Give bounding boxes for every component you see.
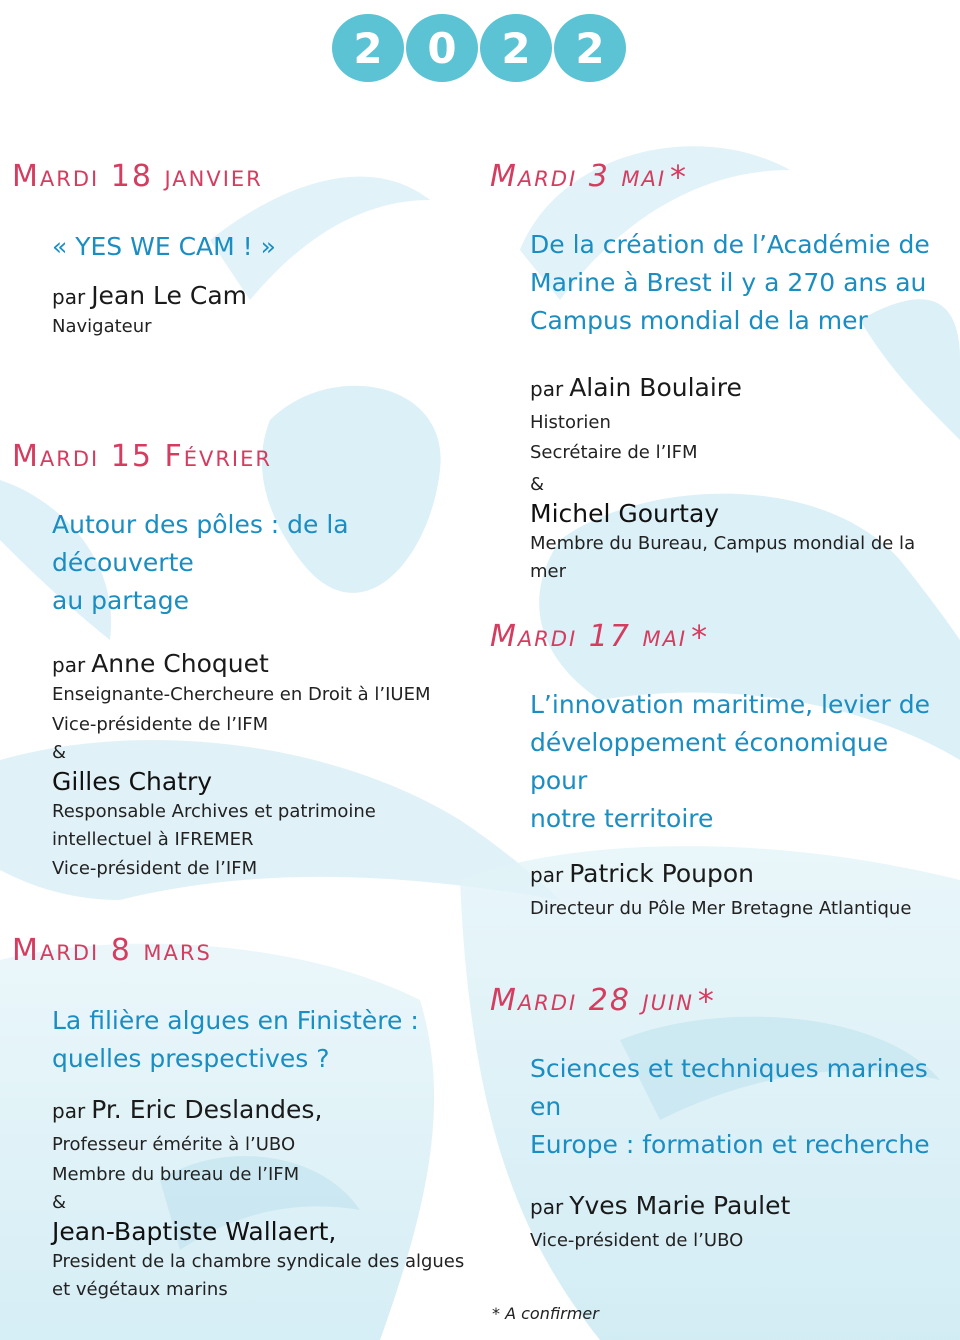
- event-date: Mardi 28 juin *: [490, 982, 716, 1020]
- speaker2-role: et végétaux marins: [52, 1279, 228, 1300]
- speaker2-role: President de la chambre syndicale des algues: [52, 1251, 465, 1272]
- par-label: par: [530, 1195, 564, 1219]
- year-digit: 2: [480, 14, 552, 82]
- speaker-name: Pr. Eric Deslandes: [91, 1095, 315, 1124]
- event-title: « YES WE CAM ! »: [52, 232, 276, 261]
- speaker-line: [530, 1190, 950, 1222]
- speaker-line: [530, 372, 950, 404]
- speaker-line: [530, 858, 950, 890]
- event-date: Mardi 17 mai *: [490, 618, 710, 656]
- speaker2-name: Jean-Baptiste Wallaert,: [52, 1217, 337, 1246]
- speaker-line: [52, 1094, 472, 1126]
- year-digit: 2: [332, 14, 404, 82]
- par-label: par: [530, 863, 564, 887]
- speaker-role: Directeur du Pôle Mer Bretagne Atlantique: [530, 898, 912, 919]
- speaker-role: Vice-président de l’UBO: [530, 1230, 744, 1251]
- asterisk: *: [670, 158, 689, 196]
- event-date: Mardi 8 mars: [12, 933, 212, 968]
- ampersand: &: [52, 1192, 67, 1213]
- speaker-name: Yves Marie Paulet: [569, 1191, 791, 1220]
- speaker-role: Historien: [530, 412, 611, 433]
- par-label: par: [52, 285, 86, 309]
- speaker-line: [52, 648, 472, 680]
- event-8-mars: [12, 934, 472, 1304]
- ampersand: &: [530, 474, 545, 495]
- event-date: Mardi 18 janvier: [12, 159, 263, 194]
- event-title: L’innovation maritime, levier de développement économique pour notre territoire: [530, 690, 930, 833]
- speaker-name: Patrick Poupon: [569, 859, 754, 888]
- event-date: Mardi 15 Février: [12, 439, 272, 474]
- event-title: De la création de l’Académie de Marine à Brest il y a 270 ans au Campus mondial de la mer: [530, 230, 930, 335]
- speaker-role: Navigateur: [52, 316, 152, 337]
- speaker2-role: Responsable Archives et patrimoine: [52, 801, 376, 822]
- speaker-role: Professeur émérite à l’UBO: [52, 1134, 296, 1155]
- speaker-role: Membre du bureau de l’IFM: [52, 1164, 300, 1185]
- speaker-name: Jean Le Cam: [91, 281, 247, 310]
- event-17-mai: [490, 620, 950, 924]
- event-title: Autour des pôles : de la découverte au partage: [52, 510, 349, 615]
- year-digit: 0: [406, 14, 478, 82]
- speaker-role: Vice-présidente de l’IFM: [52, 714, 269, 735]
- speaker2-name: Michel Gourtay: [530, 499, 720, 528]
- speaker-name-suffix: ,: [314, 1095, 323, 1124]
- event-18-janvier: [12, 160, 472, 342]
- speaker-line: [52, 280, 472, 312]
- event-title: Sciences et techniques marines en Europe : formation et recherche: [530, 1054, 930, 1159]
- footnote-a-confirmer: * A confirmer: [492, 1304, 599, 1323]
- event-date: Mardi 3 mai *: [490, 158, 689, 196]
- event-15-fevrier: [12, 440, 472, 884]
- speaker2-role: intellectuel à IFREMER: [52, 829, 254, 850]
- par-label: par: [530, 377, 564, 401]
- speaker-name: Alain Boulaire: [569, 373, 742, 402]
- speaker2-role: Vice-président de l’IFM: [52, 858, 258, 879]
- par-label: par: [52, 653, 86, 677]
- event-title: La filière algues en Finistère : quelles prespectives ?: [52, 1006, 419, 1073]
- event-3-mai: [490, 160, 950, 586]
- asterisk: *: [691, 618, 710, 656]
- speaker2-name: Gilles Chatry: [52, 767, 213, 796]
- year-badge: [332, 14, 626, 82]
- event-28-juin: [490, 984, 950, 1256]
- speaker-role: Secrétaire de l’IFM: [530, 442, 698, 463]
- speaker-name: Anne Choquet: [91, 649, 269, 678]
- speaker2-role: Membre du Bureau, Campus mondial de la mer: [530, 533, 916, 582]
- par-label: par: [52, 1099, 86, 1123]
- ampersand: &: [52, 742, 67, 763]
- year-digit: 2: [554, 14, 626, 82]
- asterisk: *: [697, 982, 716, 1020]
- speaker-role: Enseignante-Chercheure en Droit à l’IUEM: [52, 684, 431, 705]
